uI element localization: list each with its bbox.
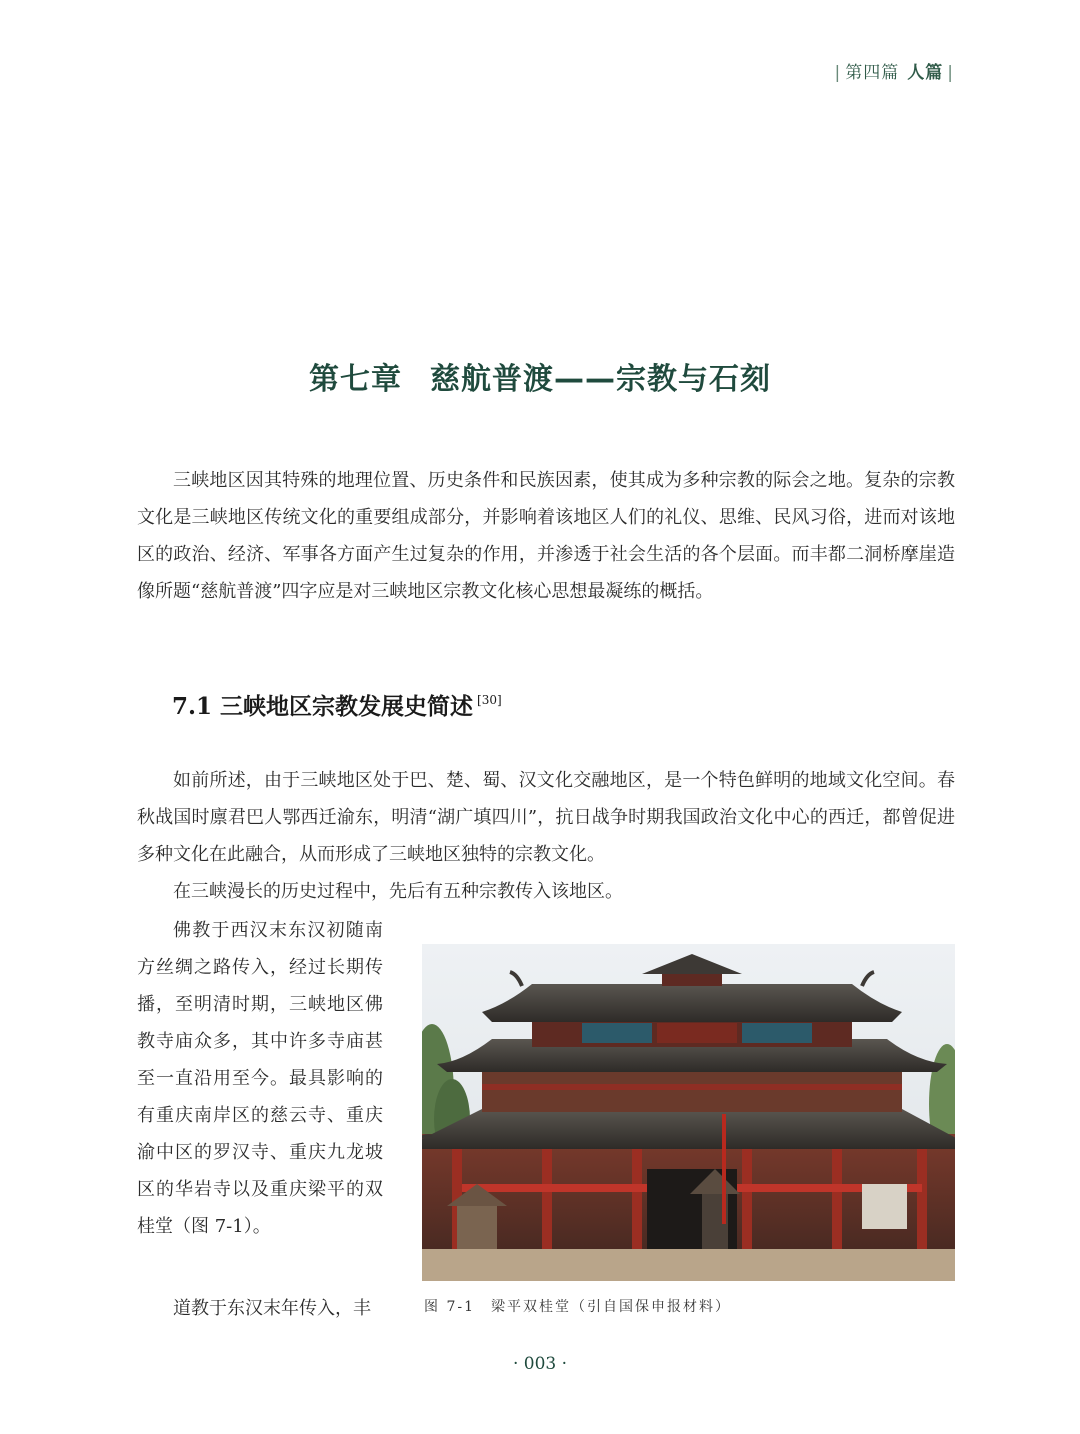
section-number: 7.1 [172,693,213,720]
figure-caption: 图 7-1 梁平双桂堂（引自国保申报材料） [424,1299,731,1315]
part-name: 人篇 [907,63,944,83]
header-divider-right: | [947,63,954,83]
part-label: 第四篇 [845,63,900,83]
page-number: · 003 · [512,1354,568,1374]
paragraph: 佛教于西汉末东汉初随南方丝绸之路传入，经过长期传播，至明清时期，三峡地区佛教寺庙众多，其中许多寺庙甚至一直沿用至今。最具影响的有重庆南岸区的慈云寺、重庆渝中区的罗汉寺、重庆九龙坡区的华岩寺以及重庆梁平的双桂堂（图 7-1）。 [137,920,383,1237]
section-title: 三峡地区宗教发展史简述 [220,693,474,720]
wrapped-text-column [137,912,383,1245]
section-citation: [30] [477,693,502,707]
paragraph: 在三峡漫长的历史过程中，先后有五种宗教传入该地区。 [173,881,623,902]
section-heading [172,688,502,721]
paragraph: 道教于东汉末年传入，丰 [173,1298,371,1319]
chapter-number: 第七章 [309,362,402,397]
chapter-name: 慈航普渡——宗教与石刻 [430,362,771,397]
header-divider-left: | [834,63,842,83]
intro-paragraph: 三峡地区因其特殊的地理位置、历史条件和民族因素，使其成为多种宗教的际会之地。复杂的宗教文化是三峡地区传统文化的重要组成部分，并影响着该地区人们的礼仪、思维、民风习俗，进而对该地区的政治、经济、军事各方面产生过复杂的作用，并渗透于社会生活的各个层面。而丰都二洞桥摩崖造像所题“慈航普渡”四字应是对三峡地区宗教文化核心思想最凝练的概括。 [137,470,955,602]
section-body [137,762,955,910]
paragraph: 如前所述，由于三峡地区处于巴、楚、蜀、汉文化交融地区，是一个特色鲜明的地域文化空间。春秋战国时廪君巴人鄂西迁渝东，明清“湖广填四川”，抗日战争时期我国政治文化中心的西迁，都曾促进多种文化在此融合，从而形成了三峡地区独特的宗教文化。 [137,770,955,865]
running-header [831,58,958,83]
temple-photo [422,944,955,1281]
intro-block [137,462,955,610]
chapter-title [0,354,1080,398]
